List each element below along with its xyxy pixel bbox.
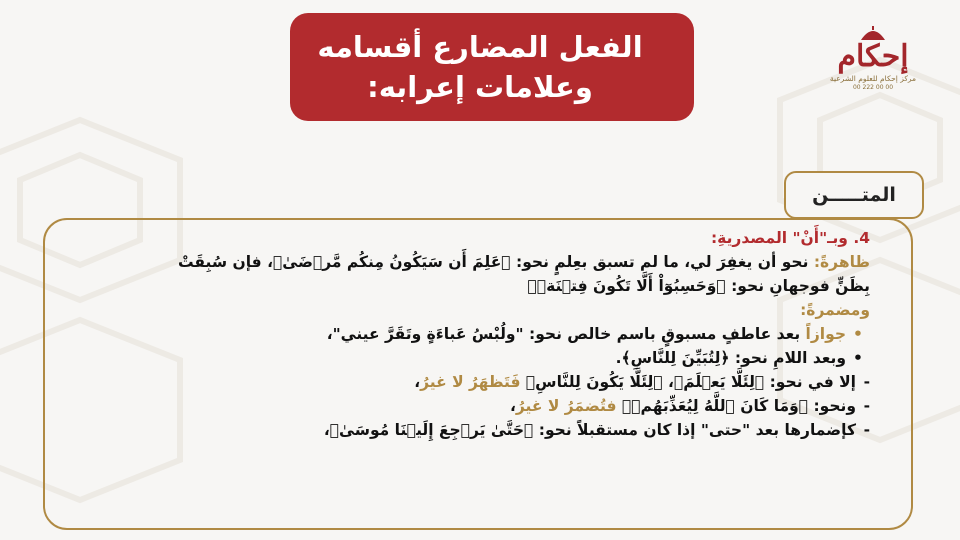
slide-title-line-1: الفعل المضارع أقسامه: [317, 30, 643, 64]
zahira-line: [80, 250, 870, 274]
bullet-2-text: وبعد اللامِ نحو: ﴿لِتُبَيِّنَ لِلنَّاسِ﴾.: [615, 349, 846, 367]
dash-icon: -: [863, 421, 870, 439]
bullet-1-keyword: جوازاً: [805, 325, 846, 343]
section-tab: [784, 171, 924, 219]
slide-title-box: [290, 13, 694, 121]
dash-icon: -: [863, 373, 870, 391]
dash-item-3: [80, 418, 870, 442]
content-text: [80, 226, 870, 442]
zahira-text: نحو أن يغفِرَ لي، ما لم تسبق بعِلمٍ نحو: ﴿عَلِمَ أَن سَيَكُونُ مِنكُم مَّرۡضَىٰ﴾، فإن سُبِقَتْ: [177, 253, 814, 271]
bullet-icon: •: [853, 325, 863, 343]
logo-wordmark: إحكام: [837, 39, 909, 74]
section-tab-label: المتـــــن: [812, 184, 896, 206]
point-heading: 4. وبـ"أَنْ" المصدريةِ:: [710, 229, 870, 247]
zahira-label: ظاهرةً:: [813, 253, 870, 271]
dash-item-1: [80, 370, 870, 394]
dash-item-2: [80, 394, 870, 418]
ihkam-logo: [824, 26, 922, 96]
dash-1-end: ،: [414, 373, 421, 391]
dash-3-text: كإضمارها بعد "حتى" إذا كان مستقبلاً نحو: ﴿حَتَّىٰ يَرۡجِعَ إِلَيۡنَا مُوسَىٰ﴾،: [323, 421, 856, 439]
dash-1-highlight: فَتَظهَرُ لا غيرُ: [420, 373, 521, 391]
dash-icon: -: [863, 397, 870, 415]
zahira-line-2: بِظَنٍّ فوجهانِ نحو: ﴿وَحَسِبُوٓاْ أَلَّا تَكُونَ فِتۡنَةٞ﴾: [527, 277, 870, 295]
slide-title-line-2: وعلامات إعرابه:: [367, 70, 593, 104]
logo-subtitle: مركز إحكام للعلوم الشرعية: [829, 74, 917, 83]
bullet-icon: •: [853, 349, 863, 367]
dash-1-text: إلا في نحو: ﴿لِئَلَّا يَعۡلَمَ﴾، ﴿لِئَلَّا يَكُونَ لِلنَّاسِ﴾: [520, 373, 856, 391]
bullet-item-1: [80, 322, 870, 346]
bullet-item-2: [80, 346, 870, 370]
bullet-1-text: بعد عاطفٍ مسبوقٍ باسم خالص نحو: "ولُبْسُ عَباءَةٍ وتَقَرَّ عيني"،: [326, 325, 806, 343]
dash-2-text: ونحو: ﴿وَمَا كَانَ ٱللَّهُ لِيُعَذِّبَهُمۡ﴾: [616, 397, 856, 415]
mudmara-label: ومضمرةً:: [800, 301, 870, 319]
dash-2-highlight: فتُضمَرُ لا غيرُ: [515, 397, 617, 415]
logo-phone: 00 222 00 00: [852, 84, 894, 91]
mosque-dome-icon: [859, 26, 887, 40]
dash-2-end: ،: [509, 397, 516, 415]
